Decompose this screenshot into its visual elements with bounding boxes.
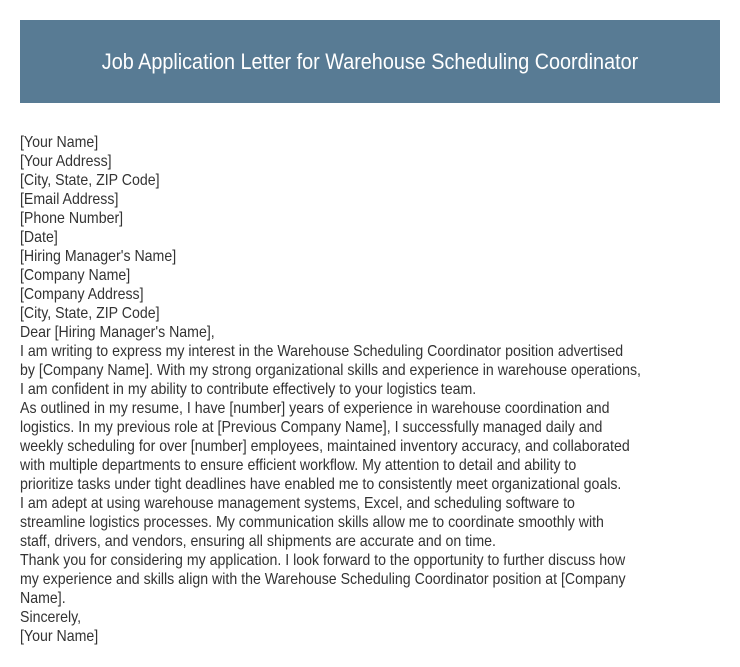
letter-header-banner [20,20,720,103]
sender-block [20,133,740,247]
paragraph-line: I am adept at using warehouse management systems, Excel, and scheduling software to [20,495,575,512]
signature: [Your Name] [20,628,99,645]
recipient-hiring-manager: [Hiring Manager's Name] [20,248,177,265]
letter-date: [Date] [20,229,58,246]
sender-city-state-zip: [City, State, ZIP Code] [20,172,160,189]
paragraph-line: with multiple departments to ensure efficient workflow. My attention to detail and ability to [20,457,577,474]
paragraph-line: I am writing to express my interest in the Warehouse Scheduling Coordinator position advertised [20,343,624,360]
letter-body [20,133,740,646]
recipient-block [20,247,740,323]
sender-phone: [Phone Number] [20,210,124,227]
recipient-city-state-zip: [City, State, ZIP Code] [20,305,160,322]
recipient-company-name: [Company Name] [20,267,131,284]
paragraph-line: staff, drivers, and vendors, ensuring all shipments are accurate and on time. [20,533,496,550]
paragraph-line: As outlined in my resume, I have [number] years of experience in warehouse coordination and [20,400,610,417]
paragraph-line: weekly scheduling for over [number] employees, maintained inventory accuracy, and collaborated [20,438,630,455]
paragraph-line: Name]. [20,590,66,607]
paragraph-line: my experience and skills align with the Warehouse Scheduling Coordinator position at [Company [20,571,626,588]
paragraph-line: prioritize tasks under tight deadlines have enabled me to consistently meet organizational goals. [20,476,622,493]
recipient-company-address: [Company Address] [20,286,144,303]
salutation: Dear [Hiring Manager's Name], [20,324,215,341]
paragraph-line: by [Company Name]. With my strong organizational skills and experience in warehouse operations, [20,362,641,379]
paragraph-experience [20,399,740,494]
paragraph-line: I am confident in my ability to contribute effectively to your logistics team. [20,381,477,398]
sender-name: [Your Name] [20,134,99,151]
paragraph-closing [20,551,740,608]
page-title: Job Application Letter for Warehouse Scheduling Coordinator [101,48,639,74]
paragraph-line: Thank you for considering my application. I look forward to the opportunity to further discuss how [20,552,626,569]
paragraph-line: streamline logistics processes. My communication skills allow me to coordinate smoothly with [20,514,604,531]
paragraph-skills [20,494,740,551]
sender-email: [Email Address] [20,191,119,208]
paragraph-line: logistics. In my previous role at [Previous Company Name], I successfully managed daily and [20,419,603,436]
sender-address: [Your Address] [20,153,112,170]
closing: Sincerely, [20,609,82,626]
paragraph-intro [20,342,740,399]
